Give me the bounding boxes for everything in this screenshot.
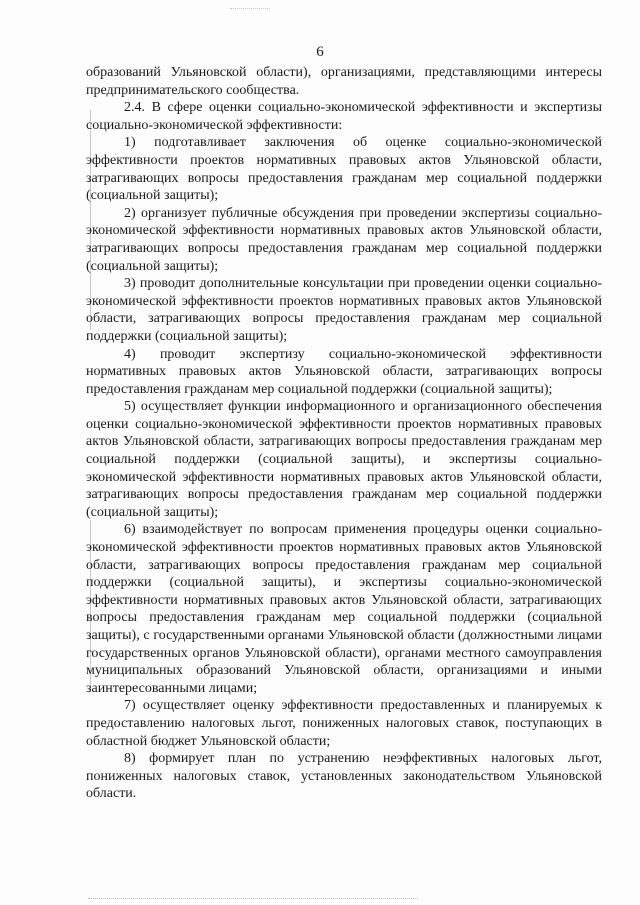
paragraph-item-1: 1) подготавливает заключения об оценке социально-экономической эффективности проектов нормативных правовых актов Ульяновской области, затрагивающих вопросы предоставления гражданам мер социальной поддержки (социальной защиты); <box>86 135 602 204</box>
paragraph-item-8: 8) формирует план по устранению неэффективных налоговых льгот, пониженных налоговых ставок, установленных законодательством Ульяновской области. <box>86 751 602 802</box>
paragraph-item-5: 5) осуществляет функции информационного и организационного обеспечения оценки социально-экономической эффективности проектов нормативных правовых актов Ульяновской области, затрагивающих вопросы предоставления гражданам мер социальной поддержки (социальной защиты), и экспертизы социально-экономической эффективности нормативных правовых актов Ульяновской области, затрагивающих вопросы предоставления гражданам мер социальной поддержки (социальной защиты); <box>86 399 602 520</box>
page-number: 6 <box>316 44 324 60</box>
paragraph-item-3: 3) проводит дополнительные консультации при проведении оценки социально-экономической эффективности проектов нормативных правовых актов Ульяновской области, затрагивающих вопросы предоставления гражданам мер социальной поддержки (социальной защиты); <box>86 276 602 344</box>
scan-artifact-bottom <box>88 898 418 901</box>
paragraph-item-6: 6) взаимодействует по вопросам применения процедуры оценки социально-экономической эффективности проектов нормативных правовых актов Ульяновской области, затрагивающих вопросы предоставления гражданам мер социальной поддержки (социальной защиты), и экспертизы социально-экономической эффективности нормативных правовых актов Ульяновской области, затрагивающих вопросы предоставления гражданам мер социальной поддержки (социальной защиты), с государственными органами Ульяновской области (должностными лицами государственных органов Ульяновской области), органами местного самоуправления муниципальных образований Ульяновской области, организациями и иными заинтересованными лицами; <box>86 522 602 696</box>
paragraph-item-7: 7) осуществляет оценку эффективности предоставленных и планируемых к предоставлению налоговых льгот, пониженных налоговых ставок, поступающих в областной бюджет Ульяновской области; <box>86 698 602 749</box>
paragraph-continuation: образований Ульяновской области), организациями, представляющими интересы предпринимательского сообщества. <box>86 65 602 98</box>
paragraph-item-2: 2) организует публичные обсуждения при проведении экспертизы социально-экономической эффективности нормативных правовых актов Ульяновской области, затрагивающих вопросы предоставления гражданам мер социальной поддержки (социальной защиты); <box>86 205 602 274</box>
document-body <box>86 64 602 803</box>
scan-artifact-top <box>230 8 270 11</box>
paragraph-section-2-4: 2.4. В сфере оценки социально-экономической эффективности и экспертизы социально-экономической эффективности: <box>86 100 602 133</box>
paragraph-item-4: 4) проводит экспертизу социально-экономической эффективности нормативных правовых актов Ульяновской области, затрагивающих вопросы предоставления гражданам мер социальной поддержки (социальной защиты); <box>86 346 602 397</box>
